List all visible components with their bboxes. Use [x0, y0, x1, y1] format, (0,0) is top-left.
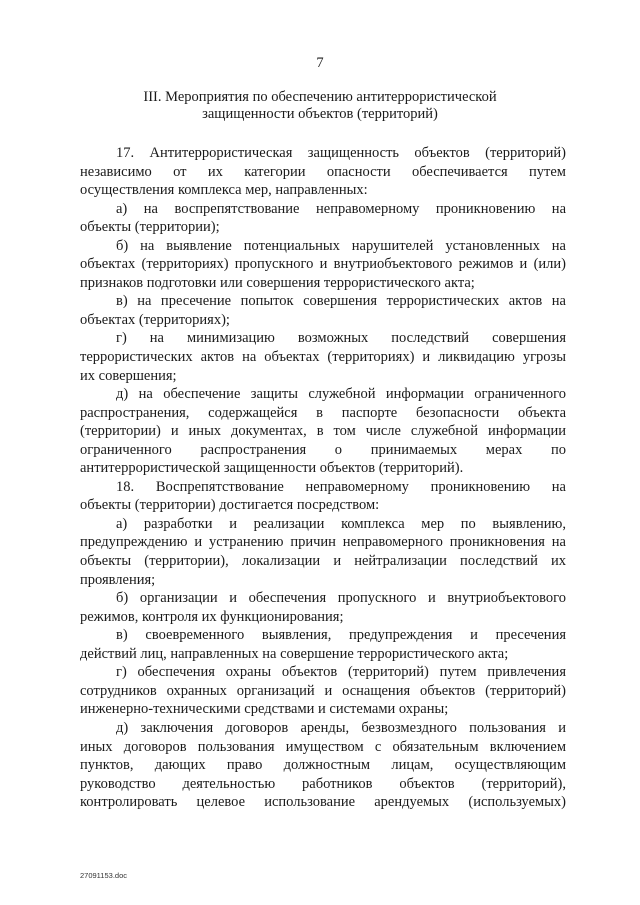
section-heading: [60, 89, 580, 123]
text-line: террористических актов на объектах (территориях) и ликвидацию угрозы: [80, 349, 566, 366]
text-line: объектах (территориях);: [80, 311, 230, 328]
text-line: в) на пресечение попыток совершения террористических актов на: [116, 293, 566, 310]
text-line: объектах (территориях) пропускного и внутриобъектового режимов и (или): [80, 256, 566, 273]
text-line: предупреждению и устранению причин неправомерного проникновения на: [80, 534, 566, 551]
text-line: 18. Воспрепятствование неправомерному проникновению на: [116, 478, 566, 495]
text-line: в) своевременного выявления, предупреждения и пресечения: [116, 627, 566, 644]
document-body: [80, 144, 566, 812]
section-heading-line: III. Мероприятия по обеспечению антитеррористической: [143, 89, 497, 105]
text-line: признаков подготовки или совершения террористического акта;: [80, 274, 475, 291]
text-line: осуществления комплекса мер, направленных:: [80, 182, 368, 199]
text-line: 17. Антитеррористическая защищенность объектов (территорий): [116, 145, 566, 161]
file-name-footer: 27091153.doc: [80, 871, 127, 880]
text-line: антитеррористической защищенности объектов (территорий).: [80, 460, 464, 477]
text-line: контролировать целевое использование арендуемых (используемых): [80, 794, 566, 811]
text-line: а) на воспрепятствование неправомерному проникновению на: [116, 200, 566, 217]
text-line: г) на минимизацию возможных последствий совершения: [116, 330, 566, 347]
text-line: независимо от их категории опасности обеспечивается путем: [80, 163, 566, 180]
text-line: объекты (территории), локализации и нейтрализации последствий их: [80, 553, 566, 570]
text-line: г) обеспечения охраны объектов (территорий) путем привлечения: [116, 664, 566, 681]
page-number: 7: [316, 55, 324, 71]
text-line: б) организации и обеспечения пропускного и внутриобъектового: [116, 590, 566, 607]
text-line: (территории) и иных документах, в том числе служебной информации: [80, 423, 566, 440]
text-line: инженерно-техническими средствами и системами охраны;: [80, 701, 449, 718]
text-line: ограниченного распространения о принимаемых мерах по: [80, 441, 566, 458]
text-line: объекты (территории);: [80, 219, 220, 236]
text-line: действий лиц, направленных на совершение террористического акта;: [80, 645, 509, 662]
text-line: д) на обеспечение защиты служебной информации ограниченного: [116, 386, 566, 403]
text-line: режимов, контроля их функционирования;: [80, 608, 344, 625]
text-line: д) заключения договоров аренды, безвозмездного пользования и: [116, 719, 566, 736]
text-line: их совершения;: [80, 367, 177, 384]
text-line: сотрудников охранных организаций и оснащения объектов (территорий): [80, 682, 566, 699]
text-line: пунктов, дающих право должностным лицам, осуществляющим: [80, 757, 566, 774]
text-line: а) разработки и реализации комплекса мер по выявлению,: [116, 515, 566, 532]
text-line: объекты (территории) достигается посредством:: [80, 497, 380, 514]
text-line: руководство деятельностью работников объектов (территорий),: [80, 775, 566, 792]
text-line: распространения, содержащейся в паспорте безопасности объекта: [80, 404, 566, 421]
text-line: проявления;: [80, 571, 156, 588]
text-line: б) на выявление потенциальных нарушителей установленных на: [116, 237, 566, 254]
text-line: иных договоров пользования имуществом с обязательным включением: [80, 738, 566, 755]
section-heading-line: защищенности объектов (территорий): [202, 106, 438, 122]
